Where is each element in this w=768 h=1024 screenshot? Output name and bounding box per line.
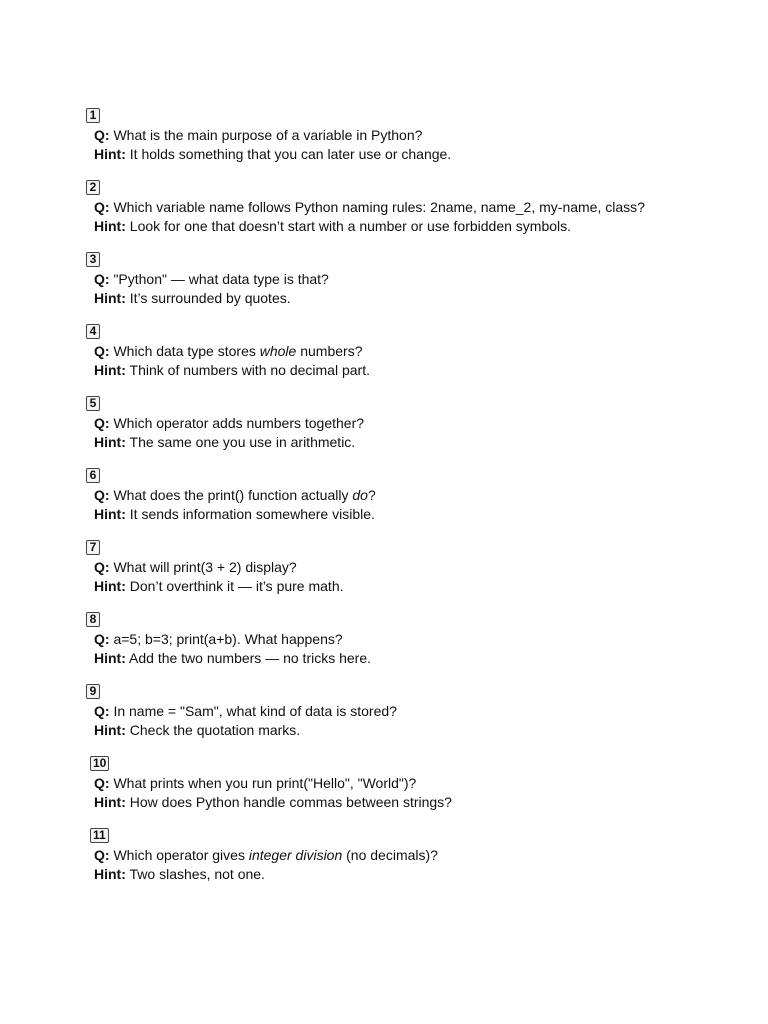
- question-number-badge: 9: [86, 684, 100, 699]
- question-label: Q:: [94, 487, 110, 503]
- hint-label: Hint:: [94, 722, 126, 738]
- hint-text: Think of numbers with no decimal part.: [129, 362, 370, 378]
- question-number-row: [86, 324, 726, 342]
- question-label: Q:: [94, 703, 110, 719]
- hint-line: [86, 865, 726, 884]
- question-line: [86, 486, 726, 505]
- emphasized-text: integer division: [248, 847, 343, 863]
- question-text: numbers?: [296, 343, 363, 359]
- question-label: Q:: [94, 559, 110, 575]
- question-text: What is the main purpose of a variable in Python?: [113, 127, 423, 143]
- question-text: (no decimals)?: [342, 847, 438, 863]
- hint-line: [86, 361, 726, 380]
- hint-line: [86, 649, 726, 668]
- question-line: [86, 558, 726, 577]
- hint-label: Hint:: [94, 146, 126, 162]
- question-number-badge: 10: [90, 756, 109, 771]
- question-number-row: [86, 756, 726, 774]
- question-label: Q:: [94, 271, 110, 287]
- question-item: [86, 468, 726, 540]
- question-text: Which variable name follows Python naming rules: 2name, name_2, my-name, class?: [113, 199, 645, 215]
- hint-label: Hint:: [94, 650, 126, 666]
- question-text: What will print(3 + 2) display?: [113, 559, 297, 575]
- question-number-badge: 4: [86, 324, 100, 339]
- question-line: [86, 846, 726, 865]
- question-item: [86, 252, 726, 324]
- question-item: [86, 396, 726, 468]
- question-line: [86, 342, 726, 361]
- question-text: What does the print() function actually: [113, 487, 353, 503]
- question-number-badge: 8: [86, 612, 100, 627]
- hint-line: [86, 505, 726, 524]
- hint-line: [86, 289, 726, 308]
- question-line: [86, 630, 726, 649]
- hint-text: It holds something that you can later use or change.: [129, 146, 452, 162]
- question-text: ?: [367, 487, 376, 503]
- question-item: [86, 540, 726, 612]
- question-text: Which operator gives: [113, 847, 249, 863]
- hint-line: [86, 433, 726, 452]
- hint-text: It’s surrounded by quotes.: [129, 290, 291, 306]
- question-line: [86, 414, 726, 433]
- question-number-badge: 6: [86, 468, 100, 483]
- question-number-row: [86, 540, 726, 558]
- question-number-row: [86, 828, 726, 846]
- hint-text: It sends information somewhere visible.: [129, 506, 375, 522]
- question-item: [86, 612, 726, 684]
- question-label: Q:: [94, 847, 110, 863]
- hint-text: Add the two numbers — no tricks here.: [129, 650, 372, 666]
- question-item: [86, 756, 726, 828]
- question-number-row: [86, 612, 726, 630]
- hint-label: Hint:: [94, 362, 126, 378]
- question-number-badge: 2: [86, 180, 100, 195]
- hint-line: [86, 145, 726, 164]
- question-text: "Python" — what data type is that?: [113, 271, 329, 287]
- question-number-row: [86, 684, 726, 702]
- question-label: Q:: [94, 127, 110, 143]
- question-label: Q:: [94, 631, 110, 647]
- question-number-row: [86, 108, 726, 126]
- question-number-badge: 11: [90, 828, 109, 843]
- question-list: [86, 108, 726, 900]
- hint-text: How does Python handle commas between strings?: [129, 794, 452, 810]
- hint-text: The same one you use in arithmetic.: [129, 434, 356, 450]
- question-number-badge: 5: [86, 396, 100, 411]
- hint-line: [86, 721, 726, 740]
- question-number-badge: 7: [86, 540, 100, 555]
- question-text: In name = "Sam", what kind of data is stored?: [113, 703, 397, 719]
- question-line: [86, 198, 726, 217]
- question-number-row: [86, 180, 726, 198]
- question-number-row: [86, 396, 726, 414]
- hint-label: Hint:: [94, 290, 126, 306]
- question-item: [86, 828, 726, 900]
- hint-line: [86, 577, 726, 596]
- question-line: [86, 270, 726, 289]
- question-text: Which data type stores: [113, 343, 260, 359]
- question-item: [86, 180, 726, 252]
- question-number-row: [86, 468, 726, 486]
- hint-label: Hint:: [94, 794, 126, 810]
- question-line: [86, 774, 726, 793]
- question-line: [86, 126, 726, 145]
- question-number-row: [86, 252, 726, 270]
- hint-text: Two slashes, not one.: [129, 866, 265, 882]
- emphasized-text: do: [352, 487, 368, 503]
- hint-label: Hint:: [94, 434, 126, 450]
- question-line: [86, 702, 726, 721]
- question-item: [86, 684, 726, 756]
- question-text: a=5; b=3; print(a+b). What happens?: [113, 631, 343, 647]
- question-label: Q:: [94, 775, 110, 791]
- hint-label: Hint:: [94, 506, 126, 522]
- question-item: [86, 108, 726, 180]
- hint-text: Look for one that doesn’t start with a number or use forbidden symbols.: [129, 218, 572, 234]
- hint-line: [86, 217, 726, 236]
- hint-text: Don’t overthink it — it’s pure math.: [129, 578, 344, 594]
- hint-label: Hint:: [94, 578, 126, 594]
- question-number-badge: 3: [86, 252, 100, 267]
- question-label: Q:: [94, 199, 110, 215]
- hint-line: [86, 793, 726, 812]
- hint-label: Hint:: [94, 218, 126, 234]
- emphasized-text: whole: [259, 343, 297, 359]
- question-text: Which operator adds numbers together?: [113, 415, 365, 431]
- question-item: [86, 324, 726, 396]
- hint-label: Hint:: [94, 866, 126, 882]
- hint-text: Check the quotation marks.: [129, 722, 301, 738]
- question-label: Q:: [94, 415, 110, 431]
- question-text: What prints when you run print("Hello", "World")?: [113, 775, 417, 791]
- question-number-badge: 1: [86, 108, 100, 123]
- question-label: Q:: [94, 343, 110, 359]
